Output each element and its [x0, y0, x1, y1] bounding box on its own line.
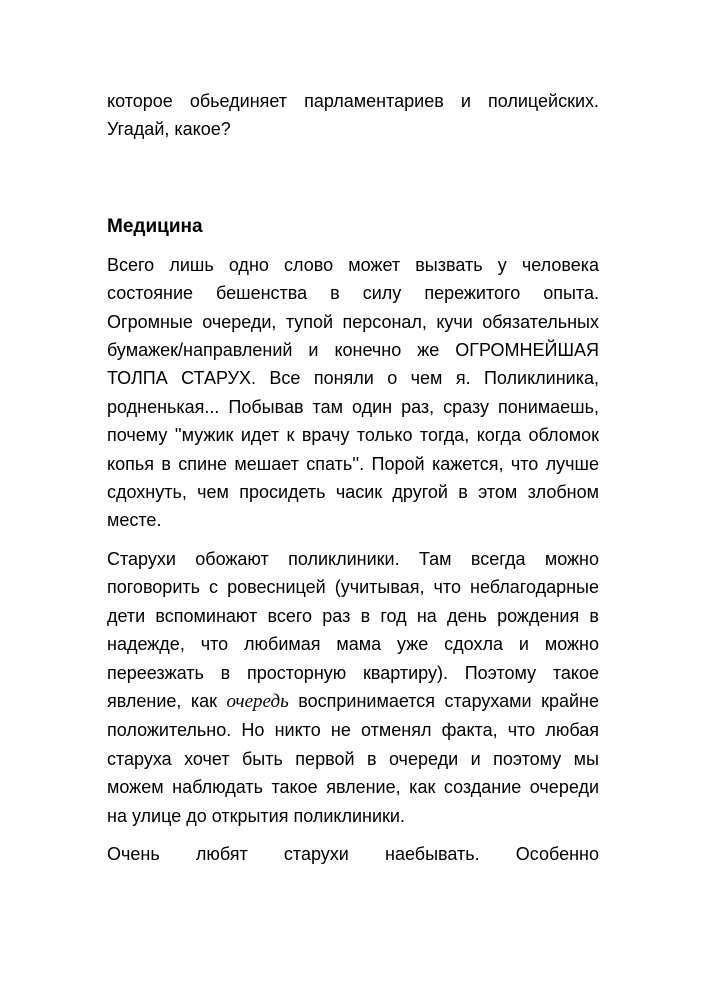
intro-paragraph: которое обьединяет парламентариев и полицейских. Угадай, какое? [107, 91, 599, 140]
paragraph-medicine-3: Очень любят старухи наебывать. Особенно [107, 843, 599, 864]
section-heading: Медицина [107, 215, 203, 237]
paragraph-2-text-after: воспринимается старухами крайне положительно. Но никто не отменял факта, что любая старуха хочет быть первой в очереди и поэтому мы можем наблюдать такое явление, как создание очереди на улице до открытия поликлиники. [107, 690, 599, 826]
document-page [107, 87, 599, 868]
paragraph-medicine-2 [107, 545, 599, 830]
paragraph-2-text-before: Старухи обожают поликлиники. Там всегда можно поговорить с ровесницей (учитывая, что неблагодарные дети вспоминают всего раз в год на день рождения в надежде, что любимая мама уже сдохла и можно переезжать в просторную квартиру). Поэтому такое явление, как [107, 548, 599, 711]
emphasized-word: очередь [226, 690, 289, 712]
paragraph-medicine-1: Всего лишь одно слово может вызвать у человека состояние бешенства в силу пережитого опыта. Огромные очереди, тупой персонал, кучи обязательных бумажек/направлений и конечно же ОГРОМНЕЙШАЯ ТОЛПА СТАРУХ. Все поняли о чем я. Поликлиника, родненькая... Побывав там один раз, сразу понимаешь, почему ''мужик идет к врачу только тогда, когда обломок копья в спине мешает спать''. Порой кажется, что лучше сдохнуть, чем просидеть часик другой в этом злобном месте. [107, 254, 599, 531]
